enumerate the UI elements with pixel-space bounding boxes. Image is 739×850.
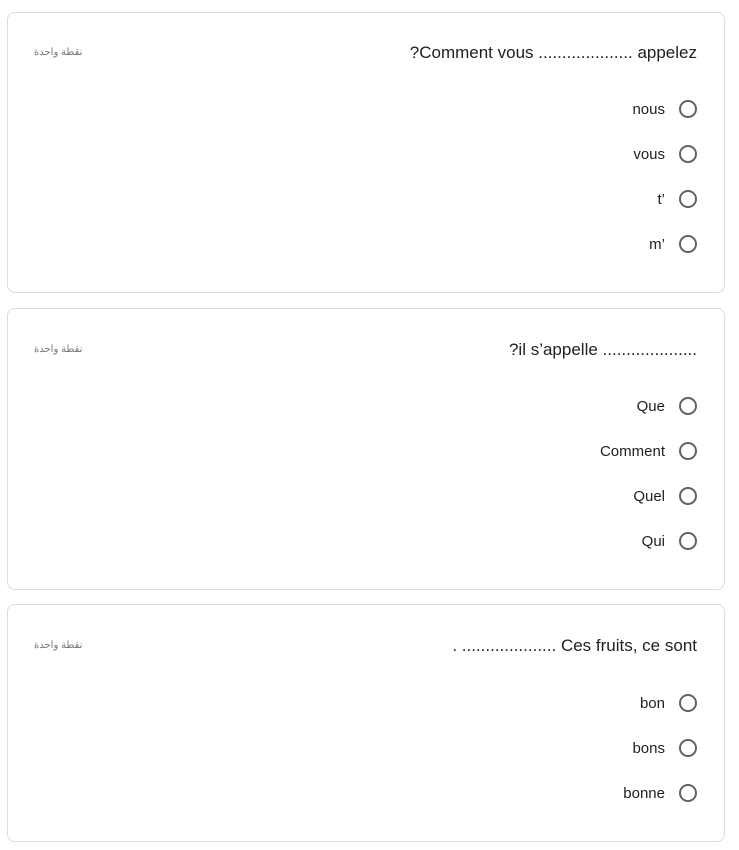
radio-button[interactable] (679, 694, 697, 712)
option-comment[interactable] (600, 439, 697, 463)
option-quel[interactable] (633, 484, 697, 508)
option-label: bons (632, 739, 665, 757)
option-bonne[interactable] (623, 781, 697, 805)
question-title: ?il s’appelle .................... (508, 340, 697, 359)
option-label: bonne (623, 784, 665, 802)
option-label: Que (636, 397, 665, 415)
option-vous[interactable] (633, 142, 697, 166)
question-card-2 (7, 308, 725, 590)
radio-button[interactable] (679, 739, 697, 757)
option-label: Quel (633, 487, 665, 505)
option-nous[interactable] (632, 97, 697, 121)
question-title: ?Comment vous .................... appelez (409, 43, 697, 62)
points-label: نقطة واحدة (34, 344, 83, 355)
option-label: m’ (649, 235, 665, 253)
question-card-1 (7, 12, 725, 293)
radio-button[interactable] (679, 190, 697, 208)
option-label: bon (639, 694, 665, 712)
option-qui[interactable] (642, 529, 697, 553)
radio-button[interactable] (679, 532, 697, 550)
option-label: vous (633, 145, 665, 163)
question-title: . .................... Ces fruits, ce sont (452, 636, 697, 655)
radio-button[interactable] (679, 487, 697, 505)
points-label: نقطة واحدة (34, 640, 83, 651)
radio-button[interactable] (679, 235, 697, 253)
question-card-3 (7, 604, 725, 842)
option-bons[interactable] (632, 736, 697, 760)
option-label: t’ (657, 190, 665, 208)
option-m[interactable] (649, 232, 697, 256)
option-que[interactable] (637, 394, 697, 418)
option-t[interactable] (658, 187, 698, 211)
radio-button[interactable] (679, 100, 697, 118)
radio-button[interactable] (679, 397, 697, 415)
radio-button[interactable] (679, 145, 697, 163)
radio-button[interactable] (679, 784, 697, 802)
option-label: Comment (599, 442, 665, 460)
option-bon[interactable] (640, 691, 697, 715)
option-label: nous (632, 100, 665, 118)
points-label: نقطة واحدة (34, 47, 83, 58)
radio-button[interactable] (679, 442, 697, 460)
option-label: Qui (641, 532, 665, 550)
